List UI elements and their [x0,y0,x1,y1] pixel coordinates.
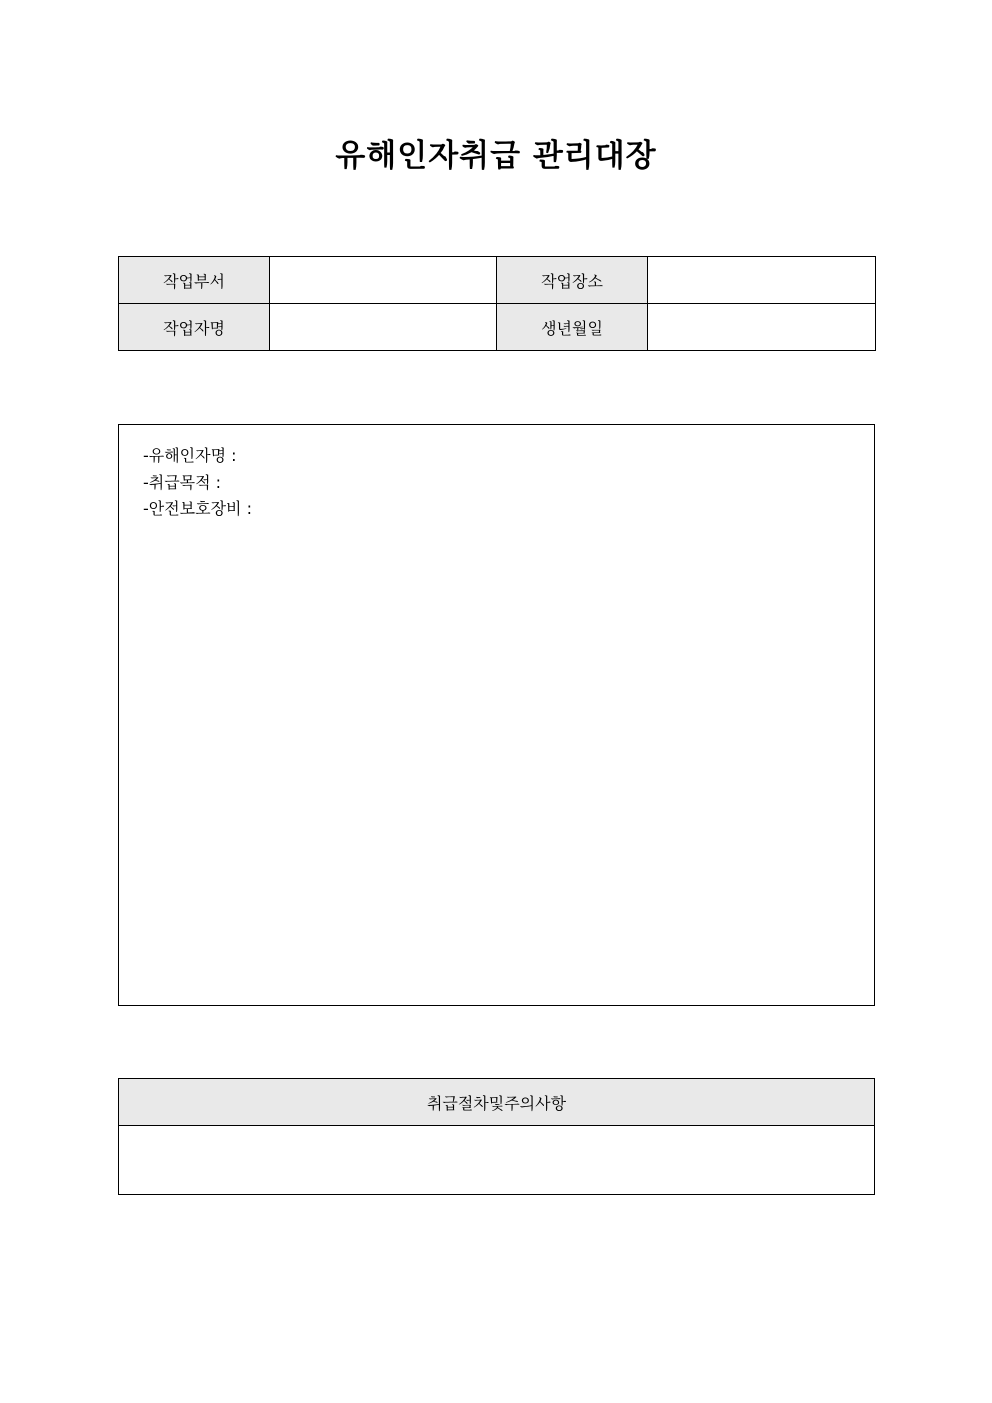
table-row [119,1126,875,1195]
purpose-line: -취급목적 : [143,472,222,492]
place-field[interactable] [648,257,876,304]
hazard-details-lines [143,443,252,523]
table-row [119,257,876,304]
worker-name-field[interactable] [270,304,497,351]
procedure-header: 취급절차및주의사항 [119,1079,875,1126]
page-title: 유해인자취급 관리대장 [335,138,657,174]
safety-equipment-line: -안전보호장비 : [143,499,252,518]
worker-info-table [118,256,876,351]
hazard-details-box[interactable] [118,424,875,1006]
table-row [119,304,876,351]
worker-name-label: 작업자명 [119,304,270,351]
birth-date-field[interactable] [648,304,876,351]
dept-field[interactable] [270,257,497,304]
place-label: 작업장소 [497,257,648,304]
procedure-field[interactable] [119,1126,875,1195]
dept-label: 작업부서 [119,257,270,304]
table-row [119,1079,875,1126]
birth-date-label: 생년월일 [497,304,648,351]
hazard-name-line: -유해인자명 : [143,446,237,465]
procedure-table [118,1078,875,1195]
